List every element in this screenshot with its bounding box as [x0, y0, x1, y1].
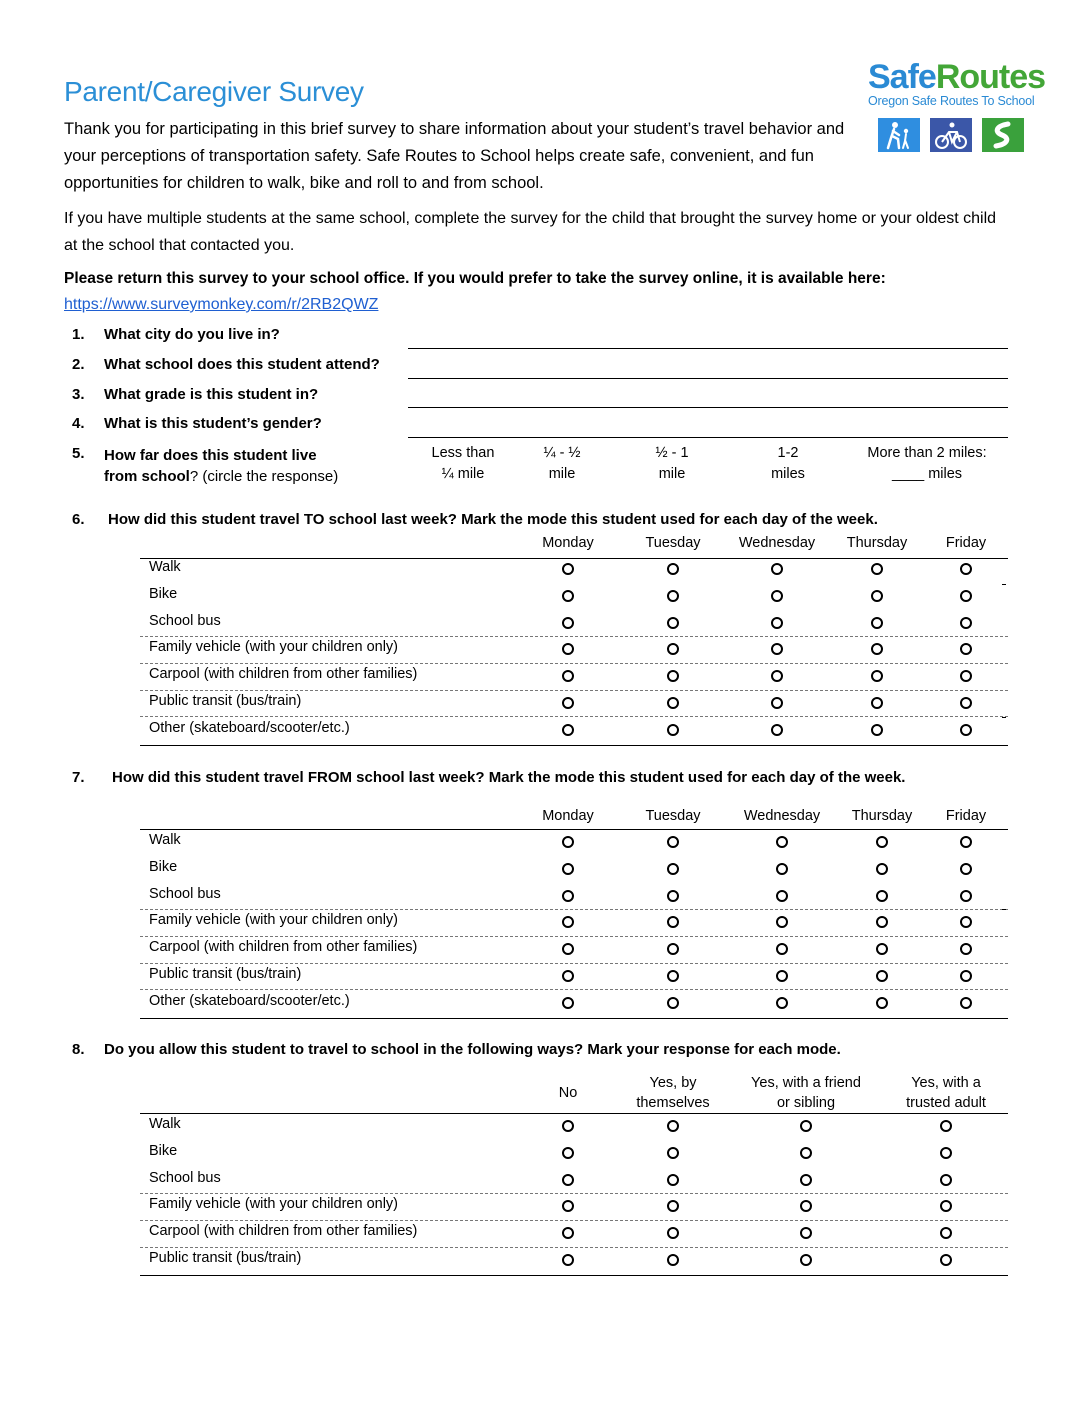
- q6-radio-option[interactable]: [667, 643, 679, 655]
- q7-row-label: Bike: [149, 858, 178, 875]
- q7-radio-option[interactable]: [960, 970, 972, 982]
- q8-text: Do you allow this student to travel to school in the following ways? Mark your response for each mode.: [104, 1041, 841, 1058]
- q7-text: How did this student travel FROM school last week? Mark the mode this student used for each day of the week.: [112, 769, 906, 786]
- q7-radio-option[interactable]: [562, 863, 574, 875]
- q6-radio-option[interactable]: [771, 697, 783, 709]
- q8-radio-option[interactable]: [562, 1200, 574, 1212]
- q6-radio-option[interactable]: [871, 590, 883, 602]
- q8-col-header: [876, 1073, 1016, 1113]
- q1-answer-line[interactable]: [408, 348, 1008, 349]
- page-title: Parent/Caregiver Survey: [64, 76, 364, 107]
- q6-radio-option[interactable]: [562, 724, 574, 736]
- q6-col-header: Friday: [945, 535, 987, 551]
- safe-routes-logo: [868, 58, 1046, 108]
- q6-col-header: Thursday: [846, 535, 908, 551]
- q7-bottom-divider: [140, 1018, 1008, 1019]
- q3-answer-line[interactable]: [408, 407, 1008, 408]
- logo-wordmark: [868, 58, 1046, 96]
- q8-row-label: School bus: [149, 1169, 221, 1186]
- q1-text: What city do you live in?: [104, 326, 280, 343]
- q8-row-divider: [140, 1220, 1008, 1221]
- q8-radio-option[interactable]: [667, 1120, 679, 1132]
- q7-radio-option[interactable]: [562, 943, 574, 955]
- q7-radio-option[interactable]: [960, 943, 972, 955]
- q7-radio-option[interactable]: [667, 863, 679, 875]
- col-header-line1: Yes, with a: [911, 1075, 981, 1091]
- q5-option-line1: ¼ - ½: [543, 445, 581, 461]
- q6-radio-option[interactable]: [771, 590, 783, 602]
- q7-radio-option[interactable]: [562, 970, 574, 982]
- q5-option-half-one[interactable]: [632, 443, 712, 485]
- col-header-line1: Yes, by: [649, 1075, 697, 1091]
- q6-radio-option[interactable]: [771, 617, 783, 629]
- q7-radio-option[interactable]: [876, 890, 888, 902]
- q8-radio-option[interactable]: [940, 1227, 952, 1239]
- q6-radio-option[interactable]: [871, 724, 883, 736]
- logo-icons: [878, 118, 1038, 152]
- q6-row-divider: [140, 716, 1008, 717]
- q5-option-line1: ½ - 1: [655, 445, 689, 461]
- q1-number: 1.: [72, 326, 85, 343]
- q7-radio-option[interactable]: [960, 863, 972, 875]
- q7-radio-option[interactable]: [667, 970, 679, 982]
- q5-option-line2: mile: [658, 466, 686, 482]
- q8-row-label: Walk: [149, 1116, 181, 1132]
- q8-col-header: [603, 1073, 743, 1113]
- q5-text-line1: How far does this student live: [104, 447, 317, 464]
- q8-radio-option[interactable]: [562, 1227, 574, 1239]
- q6-row-label: Bike: [149, 585, 178, 602]
- q7-radio-option[interactable]: [776, 997, 788, 1009]
- q5-option-line1: 1-2: [777, 445, 799, 461]
- q6-row-label: Walk: [149, 559, 181, 575]
- q6-radio-option[interactable]: [771, 643, 783, 655]
- q6-row-divider: [140, 690, 1008, 691]
- q5-option-less-quarter[interactable]: [414, 443, 512, 485]
- q4-text: What is this student’s gender?: [104, 415, 322, 432]
- q7-row-label: Public transit (bus/train): [149, 966, 302, 982]
- q7-row-label: Walk: [149, 832, 181, 848]
- q7-radio-option[interactable]: [876, 970, 888, 982]
- q6-radio-option[interactable]: [771, 724, 783, 736]
- col-header-line2: or sibling: [776, 1095, 836, 1111]
- q7-radio-option[interactable]: [667, 943, 679, 955]
- q6-radio-option[interactable]: [562, 617, 574, 629]
- q7-radio-option[interactable]: [876, 916, 888, 928]
- col-header-line2: themselves: [636, 1095, 710, 1111]
- q7-radio-option[interactable]: [960, 836, 972, 848]
- q8-row-divider: [140, 1247, 1008, 1248]
- q6-radio-option[interactable]: [667, 670, 679, 682]
- q7-col-header: Wednesday: [743, 808, 821, 824]
- q8-row-label: Family vehicle (with your children only): [149, 1196, 398, 1213]
- q7-col-header: Friday: [945, 808, 987, 824]
- q7-radio-option[interactable]: [667, 916, 679, 928]
- q7-col-header: Monday: [542, 808, 594, 824]
- return-instructions: Please return this survey to your school office. If you would prefer to take the survey online, it is available here:: [64, 270, 886, 287]
- q5-option-quarter-half[interactable]: [522, 443, 602, 485]
- survey-link[interactable]: https://www.surveymonkey.com/r/2RB2QWZ: [64, 296, 379, 313]
- logo-subtitle: Oregon Safe Routes To School: [868, 94, 1035, 108]
- q8-radio-option[interactable]: [667, 1147, 679, 1159]
- q6-margin-tick: [1002, 717, 1006, 718]
- q6-row-divider: [140, 663, 1008, 664]
- q6-col-header: Tuesday: [645, 535, 701, 551]
- q7-col-header: Tuesday: [645, 808, 701, 824]
- col-header-line1: Yes, with a friend: [751, 1075, 861, 1091]
- multiple-students-note: If you have multiple students at the same school, complete the survey for the child that brought the survey home or your oldest child at the school that contacted you.: [64, 210, 997, 254]
- q6-radio-option[interactable]: [562, 563, 574, 575]
- q6-row-label: Family vehicle (with your children only): [149, 639, 398, 656]
- q6-radio-option[interactable]: [960, 643, 972, 655]
- q8-bottom-divider: [140, 1275, 1008, 1276]
- q5-text-line2-rest: ? (circle the response): [189, 468, 339, 485]
- q6-row-label: Carpool (with children from other families): [149, 666, 418, 683]
- q8-radio-option[interactable]: [667, 1174, 679, 1186]
- q7-header-divider: [140, 829, 1008, 830]
- q8-radio-option[interactable]: [800, 1200, 812, 1212]
- q7-row-label: Family vehicle (with your children only): [149, 912, 398, 929]
- q7-radio-option[interactable]: [776, 890, 788, 902]
- q7-radio-option[interactable]: [960, 890, 972, 902]
- q6-header-divider: [140, 558, 1008, 559]
- q2-text: What school does this student attend?: [104, 356, 380, 373]
- q8-row-label: Bike: [149, 1142, 178, 1159]
- q6-radio-option[interactable]: [667, 697, 679, 709]
- q8-row-label: Carpool (with children from other families): [149, 1223, 418, 1240]
- q6-row-label: School bus: [149, 612, 221, 629]
- q7-row-divider: [140, 936, 1008, 937]
- logo-safe-text: Safe: [868, 58, 936, 96]
- q6-radio-option[interactable]: [667, 724, 679, 736]
- q5-option-line1: More than 2 miles:: [867, 445, 987, 461]
- q8-col-header: [736, 1073, 876, 1113]
- q8-radio-option[interactable]: [667, 1254, 679, 1266]
- q6-radio-option[interactable]: [871, 643, 883, 655]
- q7-number: 7.: [72, 769, 85, 786]
- q6-radio-option[interactable]: [667, 563, 679, 575]
- q7-radio-option[interactable]: [876, 943, 888, 955]
- q7-radio-option[interactable]: [667, 836, 679, 848]
- q7-radio-option[interactable]: [776, 943, 788, 955]
- q4-answer-line[interactable]: [408, 437, 1008, 438]
- q6-radio-option[interactable]: [960, 724, 972, 736]
- q8-radio-option[interactable]: [562, 1174, 574, 1186]
- q7-radio-option[interactable]: [876, 836, 888, 848]
- q4-number: 4.: [72, 415, 85, 432]
- q5-option-line1: Less than: [431, 445, 495, 461]
- q6-row-divider: [140, 636, 1008, 637]
- q5-option-line2: mile: [548, 466, 576, 482]
- rolling-icon: [982, 118, 1024, 152]
- q7-radio-option[interactable]: [876, 863, 888, 875]
- q7-radio-option[interactable]: [960, 997, 972, 1009]
- q6-radio-option[interactable]: [871, 697, 883, 709]
- q5-option-line2: ____ miles: [891, 466, 963, 482]
- q7-radio-option[interactable]: [960, 916, 972, 928]
- q6-margin-tick: [1002, 584, 1006, 585]
- q8-radio-option[interactable]: [800, 1254, 812, 1266]
- q5-text-line2-bold: from school: [104, 468, 190, 485]
- q6-radio-option[interactable]: [562, 643, 574, 655]
- q6-radio-option[interactable]: [771, 670, 783, 682]
- q7-radio-option[interactable]: [876, 997, 888, 1009]
- q6-radio-option[interactable]: [960, 563, 972, 575]
- bicycle-icon: [930, 118, 972, 152]
- q8-number: 8.: [72, 1041, 85, 1058]
- q7-radio-option[interactable]: [776, 836, 788, 848]
- q6-radio-option[interactable]: [562, 697, 574, 709]
- q7-radio-option[interactable]: [562, 916, 574, 928]
- q8-radio-option[interactable]: [800, 1227, 812, 1239]
- q8-radio-option[interactable]: [800, 1120, 812, 1132]
- intro-paragraph: Thank you for participating in this brief survey to share information about your student’s travel behavior and your perceptions of transportation safety. Safe Routes to School helps create safe, convenient, and fun opportunities for children to walk, bike and roll to and from school.: [64, 120, 845, 192]
- q6-text: How did this student travel TO school last week? Mark the mode this student used for each day of the week.: [108, 511, 878, 528]
- q5-option-line2: ¼ mile: [441, 466, 485, 482]
- q7-row-divider: [140, 989, 1008, 990]
- logo-routes-text: Routes: [935, 58, 1046, 96]
- q8-radio-option[interactable]: [800, 1174, 812, 1186]
- q7-row-divider: [140, 909, 1008, 910]
- q6-col-header: Monday: [542, 535, 594, 551]
- q6-radio-option[interactable]: [667, 590, 679, 602]
- q5-option-one-two[interactable]: [748, 443, 828, 485]
- q2-number: 2.: [72, 356, 85, 373]
- q7-radio-option[interactable]: [667, 890, 679, 902]
- q8-radio-option[interactable]: [940, 1147, 952, 1159]
- q8-radio-option[interactable]: [800, 1147, 812, 1159]
- q8-radio-option[interactable]: [562, 1254, 574, 1266]
- q6-radio-option[interactable]: [871, 563, 883, 575]
- q6-radio-option[interactable]: [562, 670, 574, 682]
- q8-radio-option[interactable]: [667, 1227, 679, 1239]
- q7-radio-option[interactable]: [562, 997, 574, 1009]
- q2-answer-line[interactable]: [408, 378, 1008, 379]
- q6-row-label: Public transit (bus/train): [149, 693, 302, 709]
- walking-person-icon: [878, 118, 920, 152]
- q8-radio-option[interactable]: [940, 1254, 952, 1266]
- q7-col-header: Thursday: [851, 808, 913, 824]
- q5-text: [104, 445, 338, 487]
- q6-radio-option[interactable]: [667, 617, 679, 629]
- q8-radio-option[interactable]: [562, 1120, 574, 1132]
- q7-radio-option[interactable]: [776, 863, 788, 875]
- q6-col-header: Wednesday: [738, 535, 816, 551]
- q3-text: What grade is this student in?: [104, 386, 319, 403]
- q7-row-label: School bus: [149, 885, 221, 902]
- q6-row-label: Other (skateboard/scooter/etc.): [149, 719, 350, 736]
- col-header-line2: trusted adult: [906, 1095, 986, 1111]
- q6-radio-option[interactable]: [562, 590, 574, 602]
- q8-radio-option[interactable]: [562, 1147, 574, 1159]
- q8-radio-option[interactable]: [940, 1120, 952, 1132]
- q8-header-divider: [140, 1113, 1008, 1114]
- q5-number: 5.: [72, 445, 85, 462]
- q6-number: 6.: [72, 511, 85, 528]
- q7-radio-option[interactable]: [667, 997, 679, 1009]
- q8-row-label: Public transit (bus/train): [149, 1250, 302, 1266]
- q6-radio-option[interactable]: [960, 617, 972, 629]
- q7-radio-option[interactable]: [562, 836, 574, 848]
- q7-row-divider: [140, 963, 1008, 964]
- q7-radio-option[interactable]: [776, 970, 788, 982]
- q6-radio-option[interactable]: [960, 697, 972, 709]
- q7-row-label: Other (skateboard/scooter/etc.): [149, 992, 350, 1009]
- q8-radio-option[interactable]: [940, 1174, 952, 1186]
- q7-row-label: Carpool (with children from other families): [149, 939, 418, 956]
- q6-radio-option[interactable]: [960, 590, 972, 602]
- q6-radio-option[interactable]: [871, 670, 883, 682]
- q8-radio-option[interactable]: [667, 1200, 679, 1212]
- q5-option-more-two[interactable]: [852, 443, 1002, 485]
- q7-radio-option[interactable]: [562, 890, 574, 902]
- q8-radio-option[interactable]: [940, 1200, 952, 1212]
- q7-radio-option[interactable]: [776, 916, 788, 928]
- col-header-line1: No: [558, 1085, 578, 1101]
- q6-radio-option[interactable]: [771, 563, 783, 575]
- q6-radio-option[interactable]: [960, 670, 972, 682]
- q6-radio-option[interactable]: [871, 617, 883, 629]
- q3-number: 3.: [72, 386, 85, 403]
- q5-option-line2: miles: [771, 466, 805, 482]
- q7-margin-tick: [1002, 909, 1006, 910]
- q8-row-divider: [140, 1193, 1008, 1194]
- q6-bottom-divider: [140, 745, 1008, 746]
